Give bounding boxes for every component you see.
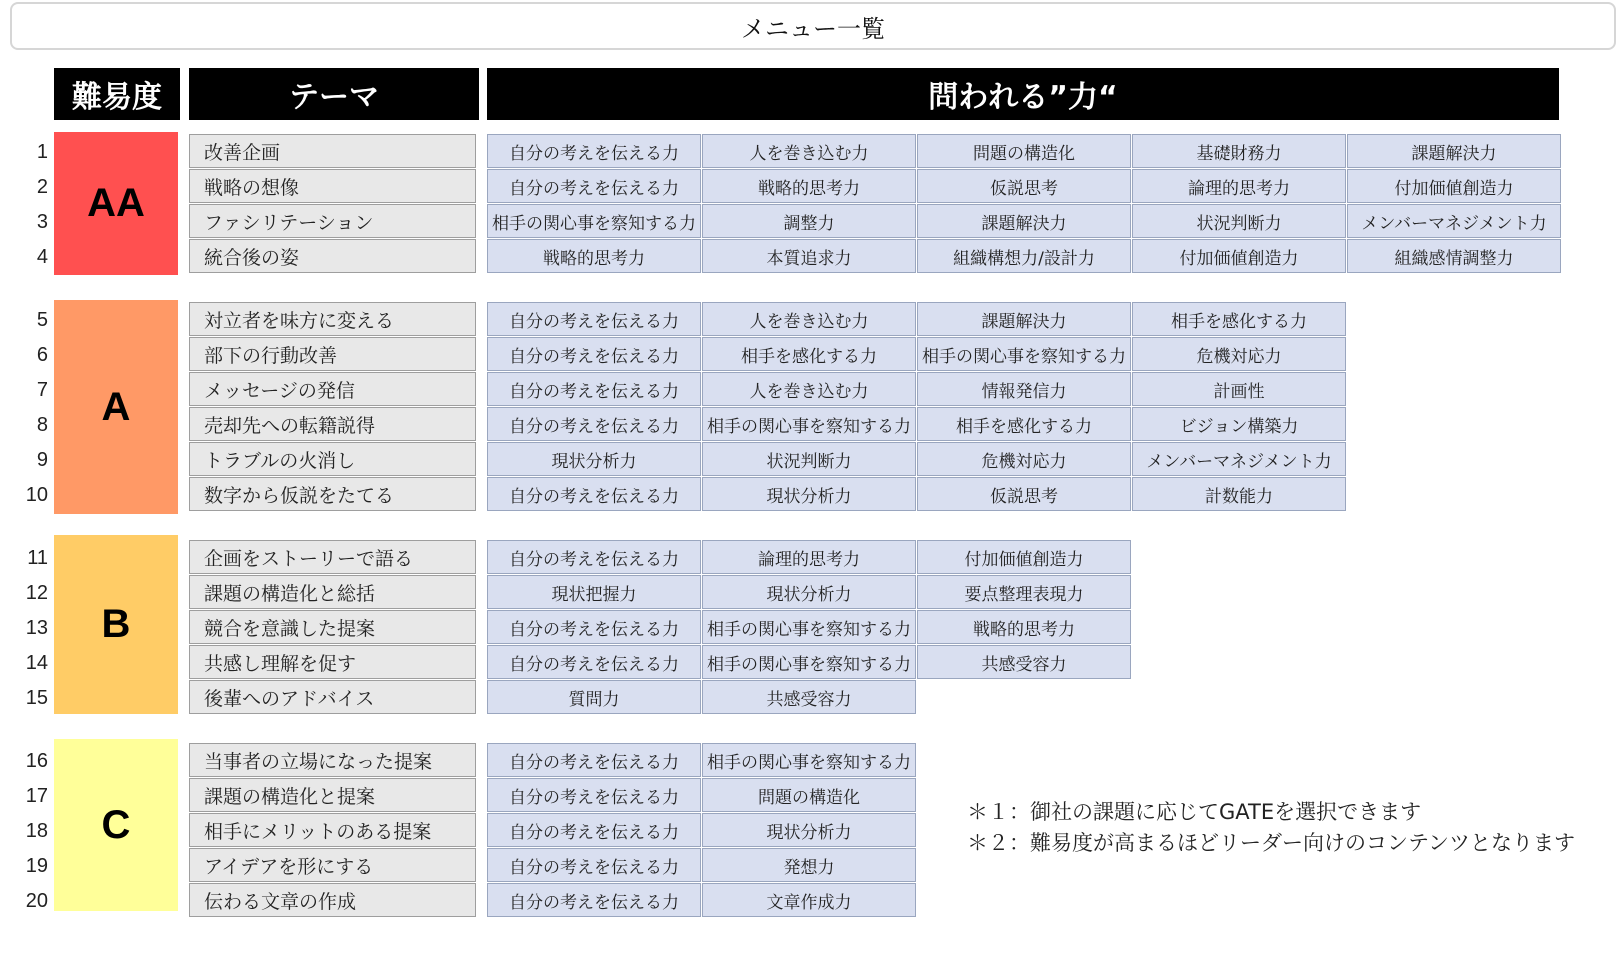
- skill-cell: 現状分析力: [702, 813, 916, 847]
- skill-cell: 相手の関心事を察知する力: [702, 610, 916, 644]
- level-block-a: A: [54, 300, 178, 514]
- skill-cell: 危機対応力: [1132, 337, 1346, 371]
- skill-cell: 問題の構造化: [702, 778, 916, 812]
- skill-row: [487, 813, 917, 847]
- skill-cell: 要点整理表現力: [917, 575, 1131, 609]
- row-number: 20: [25, 890, 48, 912]
- skill-row: [487, 442, 1347, 476]
- row-number: 16: [25, 750, 48, 772]
- row-number: 19: [25, 855, 48, 877]
- skill-cell: 自分の考えを伝える力: [487, 848, 701, 882]
- skill-cell: 人を巻き込む力: [702, 134, 916, 168]
- note-2: ＊２：難易度が高まるほどリーダー向けのコンテンツとなります: [967, 831, 1575, 855]
- theme-column: [189, 134, 476, 274]
- theme-cell: アイデアを形にする: [189, 848, 476, 882]
- theme-cell: 共感し理解を促す: [189, 645, 476, 679]
- skill-cell: 自分の考えを伝える力: [487, 743, 701, 777]
- skill-cell: 相手を感化する力: [1132, 302, 1346, 336]
- skill-row: [487, 883, 917, 917]
- skill-cell: 相手の関心事を察知する力: [917, 337, 1131, 371]
- skill-cell: 組織感情調整力: [1347, 239, 1561, 273]
- skill-cell: ビジョン構築力: [1132, 407, 1346, 441]
- row-number: 18: [25, 820, 48, 842]
- skill-cell: 現状分析力: [702, 477, 916, 511]
- row-number: 15: [25, 687, 48, 709]
- skill-cell: 計画性: [1132, 372, 1346, 406]
- row-number: 9: [36, 449, 48, 471]
- skill-row: [487, 477, 1347, 511]
- skill-row: [487, 610, 1132, 644]
- skill-cell: 現状把握力: [487, 575, 701, 609]
- row-number: 13: [25, 617, 48, 639]
- theme-cell: ファシリテーション: [189, 204, 476, 238]
- theme-column: [189, 302, 476, 512]
- skill-cell: 文章作成力: [702, 883, 916, 917]
- skill-grid: [487, 134, 1562, 274]
- skill-cell: 現状分析力: [702, 575, 916, 609]
- skill-row: [487, 337, 1347, 371]
- skill-cell: 仮説思考: [917, 477, 1131, 511]
- skill-grid: [487, 743, 917, 918]
- row-number: 4: [36, 246, 48, 268]
- skill-row: [487, 372, 1347, 406]
- theme-cell: 課題の構造化と総括: [189, 575, 476, 609]
- skill-row: [487, 778, 917, 812]
- skill-row: [487, 407, 1347, 441]
- skill-cell: 危機対応力: [917, 442, 1131, 476]
- row-number: 14: [25, 652, 48, 674]
- skill-cell: 自分の考えを伝える力: [487, 778, 701, 812]
- skill-cell: 自分の考えを伝える力: [487, 645, 701, 679]
- skill-cell: 仮説思考: [917, 169, 1131, 203]
- skill-cell: 自分の考えを伝える力: [487, 813, 701, 847]
- skill-cell: 戦略的思考力: [487, 239, 701, 273]
- row-number: 6: [36, 344, 48, 366]
- skill-cell: 戦略的思考力: [702, 169, 916, 203]
- skill-cell: 戦略的思考力: [917, 610, 1131, 644]
- skill-cell: 発想力: [702, 848, 916, 882]
- skill-cell: 自分の考えを伝える力: [487, 407, 701, 441]
- skill-cell: 付加価値創造力: [1132, 239, 1346, 273]
- skill-row: [487, 134, 1562, 168]
- row-number: 3: [36, 211, 48, 233]
- skill-cell: 問題の構造化: [917, 134, 1131, 168]
- skill-cell: 付加価値創造力: [917, 540, 1131, 574]
- skill-row: [487, 743, 917, 777]
- level-block-aa: AA: [54, 132, 178, 275]
- header-skills: 問われる”力“: [487, 68, 1559, 120]
- skill-cell: 基礎財務力: [1132, 134, 1346, 168]
- skill-cell: 状況判断力: [1132, 204, 1346, 238]
- theme-cell: メッセージの発信: [189, 372, 476, 406]
- skill-cell: 自分の考えを伝える力: [487, 134, 701, 168]
- row-number: 7: [36, 379, 48, 401]
- theme-cell: 競合を意識した提案: [189, 610, 476, 644]
- header-theme: テーマ: [189, 68, 479, 120]
- skill-cell: 自分の考えを伝える力: [487, 337, 701, 371]
- theme-cell: 対立者を味方に変える: [189, 302, 476, 336]
- skill-row: [487, 302, 1347, 336]
- theme-cell: 売却先への転籍説得: [189, 407, 476, 441]
- skill-cell: 論理的思考力: [1132, 169, 1346, 203]
- theme-column: [189, 743, 476, 918]
- theme-cell: 企画をストーリーで語る: [189, 540, 476, 574]
- skill-cell: 本質追求力: [702, 239, 916, 273]
- row-number: 11: [27, 547, 48, 569]
- skill-cell: 相手の関心事を察知する力: [702, 645, 916, 679]
- skill-row: [487, 645, 1132, 679]
- notes: [967, 797, 1575, 859]
- theme-cell: 伝わる文章の作成: [189, 883, 476, 917]
- skill-cell: 状況判断力: [702, 442, 916, 476]
- header-level: 難易度: [54, 68, 180, 120]
- theme-cell: トラブルの火消し: [189, 442, 476, 476]
- theme-cell: 相手にメリットのある提案: [189, 813, 476, 847]
- skill-row: [487, 540, 1132, 574]
- skill-cell: 自分の考えを伝える力: [487, 540, 701, 574]
- skill-cell: 共感受容力: [917, 645, 1131, 679]
- theme-column: [189, 540, 476, 715]
- skill-cell: 自分の考えを伝える力: [487, 169, 701, 203]
- theme-cell: 統合後の姿: [189, 239, 476, 273]
- skill-cell: メンバーマネジメント力: [1132, 442, 1346, 476]
- skill-cell: 相手の関心事を察知する力: [702, 743, 916, 777]
- skill-cell: 組織構想力/設計力: [917, 239, 1131, 273]
- level-block-c: C: [54, 739, 178, 911]
- skill-cell: 論理的思考力: [702, 540, 916, 574]
- theme-cell: 戦略の想像: [189, 169, 476, 203]
- skill-cell: メンバーマネジメント力: [1347, 204, 1561, 238]
- theme-cell: 当事者の立場になった提案: [189, 743, 476, 777]
- skill-cell: 相手を感化する力: [702, 337, 916, 371]
- skill-row: [487, 204, 1562, 238]
- skill-cell: 人を巻き込む力: [702, 302, 916, 336]
- skill-cell: 課題解決力: [917, 302, 1131, 336]
- skill-cell: 情報発信力: [917, 372, 1131, 406]
- skill-cell: 質問力: [487, 680, 701, 714]
- skill-row: [487, 169, 1562, 203]
- skill-row: [487, 680, 1132, 714]
- skill-row: [487, 848, 917, 882]
- skill-cell: 計数能力: [1132, 477, 1346, 511]
- skill-cell: 人を巻き込む力: [702, 372, 916, 406]
- skill-cell: 自分の考えを伝える力: [487, 883, 701, 917]
- skill-cell: 自分の考えを伝える力: [487, 302, 701, 336]
- skill-cell: 自分の考えを伝える力: [487, 477, 701, 511]
- theme-cell: 後輩へのアドバイス: [189, 680, 476, 714]
- skill-cell: 相手の関心事を察知する力: [487, 204, 701, 238]
- row-number: 12: [25, 582, 48, 604]
- page-title: メニュー一覧: [10, 2, 1616, 50]
- row-number: 17: [25, 785, 48, 807]
- row-number: 10: [25, 484, 48, 506]
- row-number: 5: [36, 309, 48, 331]
- skill-cell: 自分の考えを伝える力: [487, 372, 701, 406]
- theme-cell: 部下の行動改善: [189, 337, 476, 371]
- skill-cell: 自分の考えを伝える力: [487, 610, 701, 644]
- skill-cell: 現状分析力: [487, 442, 701, 476]
- row-number: 8: [36, 414, 48, 436]
- theme-cell: 改善企画: [189, 134, 476, 168]
- theme-cell: 数字から仮説をたてる: [189, 477, 476, 511]
- skill-cell: 相手を感化する力: [917, 407, 1131, 441]
- skill-cell: 課題解決力: [1347, 134, 1561, 168]
- skill-cell: 課題解決力: [917, 204, 1131, 238]
- skill-cell: 共感受容力: [702, 680, 916, 714]
- skill-cell: 付加価値創造力: [1347, 169, 1561, 203]
- skill-cell: 調整力: [702, 204, 916, 238]
- theme-cell: 課題の構造化と提案: [189, 778, 476, 812]
- skill-grid: [487, 302, 1347, 512]
- skill-row: [487, 575, 1132, 609]
- skill-cell: 相手の関心事を察知する力: [702, 407, 916, 441]
- skill-grid: [487, 540, 1132, 715]
- row-number: 1: [36, 141, 48, 163]
- skill-row: [487, 239, 1562, 273]
- level-block-b: B: [54, 535, 178, 714]
- row-number: 2: [36, 176, 48, 198]
- note-1: ＊１：御社の課題に応じてGATEを選択できます: [967, 800, 1422, 824]
